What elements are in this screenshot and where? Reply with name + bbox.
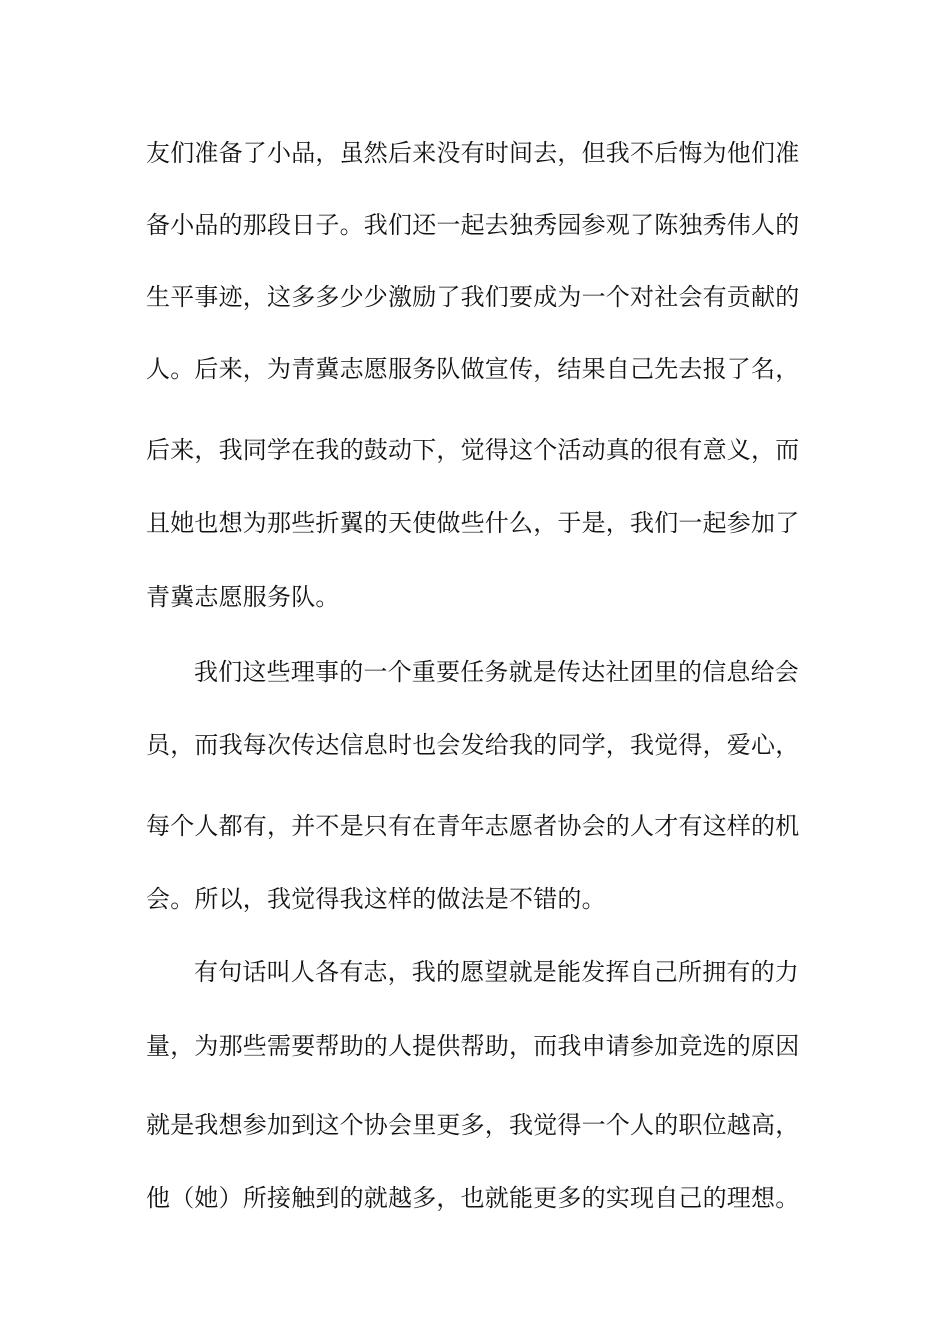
text-line: 且她也想为那些折翼的天使做些什么，于是，我们一起参加了 [146, 509, 800, 537]
paragraph-first-line: 有句话叫人各有志，我的愿望就是能发挥自己所拥有的力 [194, 958, 799, 986]
text-line: 员，而我每次传达信息时也会发给我的同学，我觉得，爱心， [146, 731, 800, 759]
text-line: 青冀志愿服务队。 [146, 583, 340, 611]
text-line: 人。后来，为青冀志愿服务队做宣传，结果自己先去报了名， [146, 355, 800, 383]
text-line: 生平事迹，这多多少少激励了我们要成为一个对社会有贡献的 [146, 283, 800, 311]
text-line: 就是我想参加到这个协会里更多，我觉得一个人的职位越高， [146, 1111, 800, 1139]
text-line: 会。所以，我觉得我这样的做法是不错的。 [146, 885, 606, 913]
paragraph-first-line: 我们这些理事的一个重要任务就是传达社团里的信息给会 [194, 658, 799, 686]
text-line: 每个人都有，并不是只有在青年志愿者协会的人才有这样的机 [146, 812, 800, 840]
text-line: 友们准备了小品，虽然后来没有时间去，但我不后悔为他们准 [146, 139, 800, 167]
text-line: 后来，我同学在我的鼓动下，觉得这个活动真的很有意义，而 [146, 436, 800, 464]
text-line: 备小品的那段日子。我们还一起去独秀园参观了陈独秀伟人的 [146, 211, 800, 239]
text-line: 他（她）所接触到的就越多，也就能更多的实现自己的理想。 [146, 1184, 800, 1212]
text-line: 量，为那些需要帮助的人提供帮助，而我申请参加竞选的原因 [146, 1032, 800, 1060]
